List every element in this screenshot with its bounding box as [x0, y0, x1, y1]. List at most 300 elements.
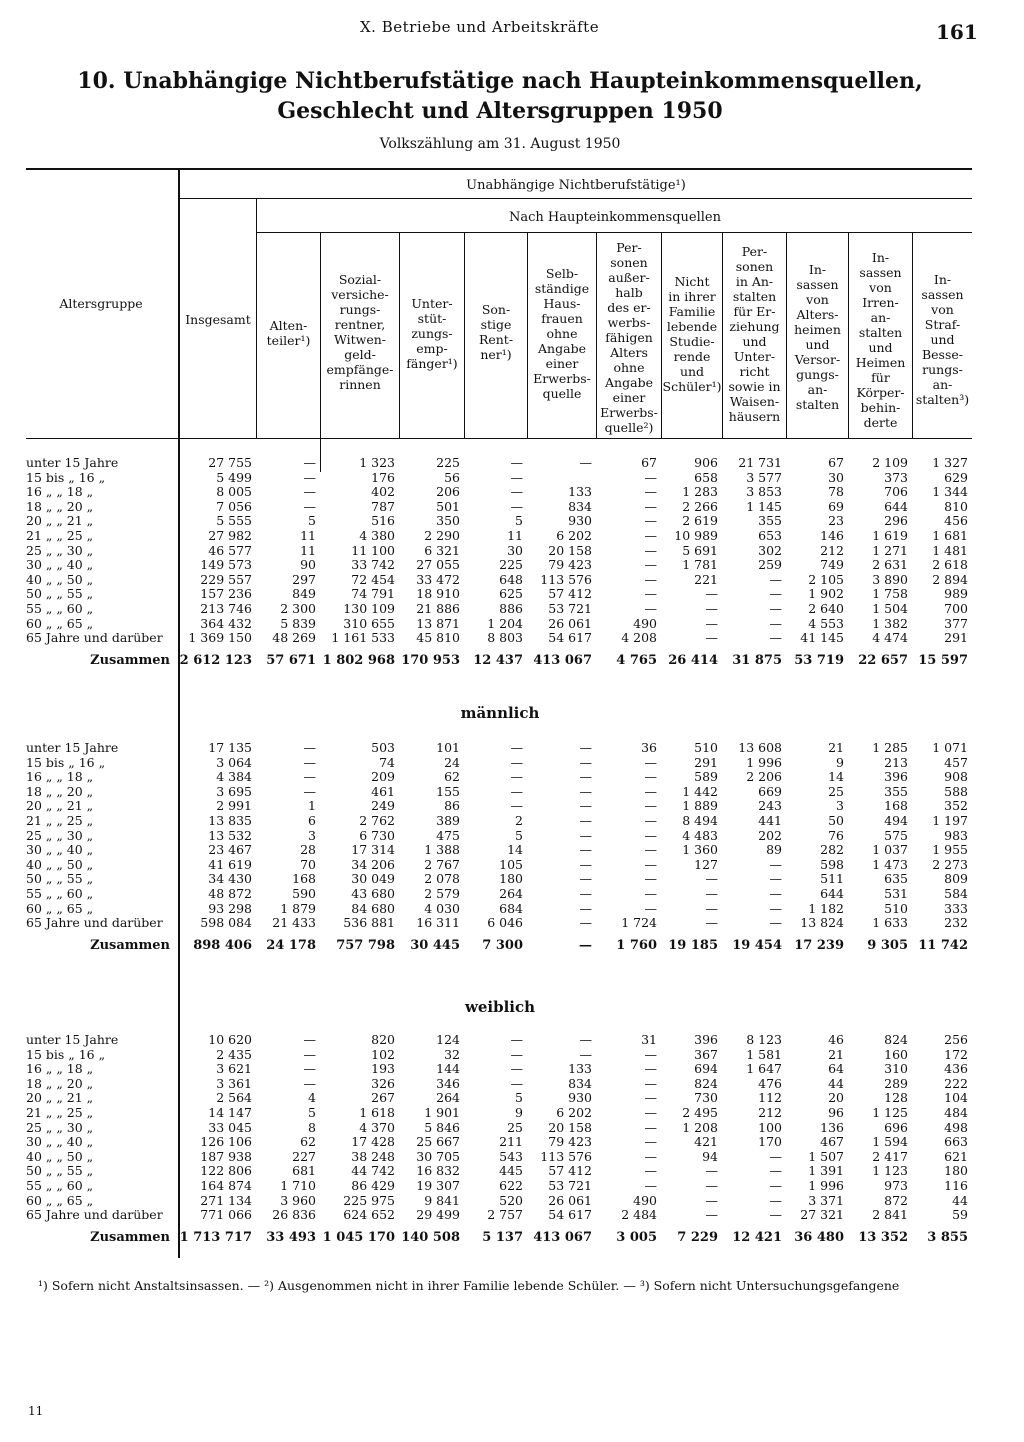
- table-cell: —: [303, 755, 316, 770]
- table-cell: 67: [828, 456, 844, 470]
- table-cell: —: [579, 741, 592, 755]
- section-label-weiblich: weiblich: [464, 998, 536, 1016]
- table-cell: 694: [694, 1062, 718, 1077]
- table-cell: 72 454: [351, 572, 395, 587]
- table-cell: —: [644, 857, 657, 872]
- table-cell: 149 573: [200, 558, 252, 573]
- table-cell: 168: [292, 872, 316, 887]
- table-cell: —: [579, 857, 592, 872]
- table-cell: 212: [758, 1105, 782, 1120]
- table-cell: 29 499: [416, 1208, 460, 1223]
- title-line-2: Geschlecht und Altersgruppen 1950: [277, 98, 723, 124]
- table-cell: 59: [952, 1208, 968, 1223]
- age-group-label: unter 15 Jahre: [26, 741, 119, 755]
- table-row: [26, 1106, 972, 1121]
- table-cell: 113 576: [540, 572, 592, 587]
- total-label: Zusammen: [90, 653, 170, 669]
- table-cell: 14 147: [208, 1105, 252, 1120]
- table-cell: 225 975: [343, 1193, 395, 1208]
- table-cell: —: [769, 1164, 782, 1179]
- table-cell: 886: [499, 601, 523, 616]
- table-cell: 10 989: [674, 528, 718, 543]
- header-studierende: Nicht in ihrer Familie lebende Studie- rende und Schüler¹): [662, 274, 722, 394]
- table-row: [26, 1179, 972, 1194]
- table-cell: 222: [944, 1076, 968, 1091]
- table-cell: 333: [944, 901, 968, 916]
- table-cell: 27 055: [416, 558, 460, 573]
- table-cell: 346: [436, 1076, 460, 1091]
- table-cell: —: [303, 456, 316, 470]
- table-cell: —: [644, 558, 657, 573]
- table-cell: 74: [379, 755, 395, 770]
- table-cell: —: [303, 1047, 316, 1062]
- table-cell: 973: [884, 1178, 908, 1193]
- table-cell: 13 608: [738, 741, 782, 755]
- table-cell: 10 620: [208, 1033, 252, 1047]
- table-cell: 23 467: [208, 843, 252, 858]
- table-cell: 249: [371, 799, 395, 814]
- table-cell: —: [303, 784, 316, 799]
- table-cell: 2 417: [872, 1149, 908, 1164]
- age-group-label: 30 „ „ 40 „: [26, 558, 94, 573]
- table-cell: —: [769, 1208, 782, 1223]
- header-personen-ausserhalb: Per- sonen außer- halb des er- werbs- fähigen Alters ohne Angabe einer Erwerbs- quelle²): [600, 240, 658, 435]
- table-cell: 983: [944, 828, 968, 843]
- table-cell: 377: [944, 616, 968, 631]
- table-cell: 19 307: [416, 1178, 460, 1193]
- table-cell: 1 710: [280, 1178, 316, 1193]
- age-group-label: 16 „ „ 18 „: [26, 770, 94, 785]
- table-cell: 229 557: [200, 572, 252, 587]
- table-cell: 3 361: [216, 1076, 252, 1091]
- table-cell: 457: [944, 755, 968, 770]
- table-cell: 1 633: [872, 916, 908, 931]
- table-cell: 100: [758, 1120, 782, 1135]
- header-irrenanstalten: In- sassen von Irren- an- stalten und Heimen für Körper- behin- derte: [855, 250, 906, 430]
- table-cell: 648: [499, 572, 523, 587]
- table-cell: 9: [515, 1105, 523, 1120]
- table-cell: 45 810: [416, 631, 460, 646]
- table-cell: 3 695: [216, 784, 252, 799]
- table-cell: —: [705, 1208, 718, 1223]
- table-cell: 93 298: [208, 901, 252, 916]
- age-group-label: 65 Jahre und darüber: [26, 916, 163, 931]
- table-cell: 11: [507, 528, 523, 543]
- table-cell: 1 204: [487, 616, 523, 631]
- table-cell: —: [705, 1193, 718, 1208]
- table-cell: —: [510, 741, 523, 755]
- header-group: Unabhängige Nichtberufstätige¹): [466, 178, 686, 193]
- table-cell: [527, 471, 596, 486]
- table-cell: —: [644, 770, 657, 785]
- table-cell: 625: [499, 587, 523, 602]
- table-row: [26, 631, 972, 646]
- table-cell: 930: [568, 514, 592, 529]
- total-cell: 413 067: [533, 653, 592, 669]
- table-cell: 658: [694, 470, 718, 485]
- table-cell: 144: [436, 1062, 460, 1077]
- table-cell: 629: [944, 470, 968, 485]
- table-cell: 644: [884, 499, 908, 514]
- header-subgroup: Nach Haupteinkommensquellen: [508, 210, 721, 225]
- table-cell: 4 030: [424, 901, 460, 916]
- table-cell: 8 123: [746, 1033, 782, 1047]
- table-cell: 112: [758, 1091, 782, 1106]
- table-cell: 684: [499, 901, 523, 916]
- table-cell: 475: [436, 828, 460, 843]
- table-cell: —: [644, 1149, 657, 1164]
- group-rule: [178, 198, 972, 199]
- table-cell: —: [579, 901, 592, 916]
- age-group-label: 55 „ „ 60 „: [26, 886, 94, 901]
- table-cell: 187 938: [200, 1149, 252, 1164]
- table-row: [26, 1048, 972, 1063]
- table-cell: 4: [308, 1091, 316, 1106]
- table-cell: 1 507: [808, 1149, 844, 1164]
- total-cell: 53 719: [794, 653, 844, 669]
- table-cell: 2 484: [621, 1208, 657, 1223]
- table-cell: —: [644, 1091, 657, 1106]
- table-cell: 2 640: [808, 601, 844, 616]
- total-row: [26, 646, 972, 670]
- table-cell: —: [579, 813, 592, 828]
- table-cell: 64: [828, 1062, 844, 1077]
- total-cell: 19 185: [668, 938, 718, 954]
- table-cell: —: [769, 901, 782, 916]
- table-row: [26, 471, 972, 486]
- table-cell: —: [579, 456, 592, 470]
- table-cell: 706: [884, 485, 908, 500]
- table-cell: 516: [371, 514, 395, 529]
- table-cell: 820: [371, 1033, 395, 1047]
- page-number: 161: [936, 20, 978, 44]
- total-cell: 11 742: [918, 938, 968, 954]
- table-cell: 168: [884, 799, 908, 814]
- total-cell: 22 657: [858, 653, 908, 669]
- table-cell: 1 323: [359, 456, 395, 470]
- table-cell: 155: [436, 784, 460, 799]
- table-cell: —: [644, 587, 657, 602]
- table-cell: 1 369 150: [188, 631, 252, 646]
- table-cell: —: [769, 857, 782, 872]
- total-cell: 26 414: [668, 653, 718, 669]
- table-cell: 730: [694, 1091, 718, 1106]
- table-cell: —: [644, 1076, 657, 1091]
- table-cell: 26 061: [548, 1193, 592, 1208]
- table-cell: —: [644, 1164, 657, 1179]
- table-cell: —: [579, 770, 592, 785]
- table-cell: 1 902: [808, 587, 844, 602]
- table-cell: —: [644, 843, 657, 858]
- table-cell: 1 724: [621, 916, 657, 931]
- table-cell: 21 886: [416, 601, 460, 616]
- table-cell: —: [510, 755, 523, 770]
- header-unterstuetzungsempfaenger: Unter- stüt- zungs- emp- fänger¹): [406, 296, 458, 371]
- table-cell: 62: [300, 1135, 316, 1150]
- table-cell: 749: [820, 558, 844, 573]
- table-cell: 24: [444, 755, 460, 770]
- table-cell: 211: [499, 1135, 523, 1150]
- table-cell: 17 314: [351, 843, 395, 858]
- table-cell: —: [579, 784, 592, 799]
- table-cell: 824: [694, 1076, 718, 1091]
- age-group-label: 40 „ „ 50 „: [26, 572, 94, 587]
- table-cell: 27 321: [800, 1208, 844, 1223]
- table-cell: 4 208: [621, 631, 657, 646]
- table-cell: 296: [884, 514, 908, 529]
- table-cell: 1 955: [932, 843, 968, 858]
- table-cell: 291: [944, 631, 968, 646]
- table-cell: 86 429: [351, 1178, 395, 1193]
- table-cell: —: [769, 587, 782, 602]
- table-cell: —: [303, 741, 316, 755]
- data-table-total: [26, 456, 972, 670]
- age-group-label: 50 „ „ 55 „: [26, 1164, 94, 1179]
- table-cell: 494: [884, 813, 908, 828]
- table-cell: 930: [568, 1091, 592, 1106]
- table-cell: 74 791: [351, 587, 395, 602]
- age-group-label: 60 „ „ 65 „: [26, 901, 94, 916]
- table-row: [26, 456, 972, 471]
- table-cell: 227: [292, 1149, 316, 1164]
- table-cell: 14: [507, 843, 523, 858]
- table-cell: 212: [820, 543, 844, 558]
- total-cell: 757 798: [336, 938, 395, 954]
- table-cell: —: [644, 485, 657, 500]
- table-cell: 5: [515, 828, 523, 843]
- table-cell: 2 618: [932, 558, 968, 573]
- table-cell: 6 202: [556, 528, 592, 543]
- age-group-label: 40 „ „ 50 „: [26, 1149, 94, 1164]
- table-cell: 221: [694, 572, 718, 587]
- table-cell: 6 730: [359, 828, 395, 843]
- table-cell: 84 680: [351, 901, 395, 916]
- table-cell: 809: [944, 872, 968, 887]
- table-cell: 33 742: [351, 558, 395, 573]
- table-cell: 2 109: [872, 456, 908, 470]
- table-cell: 44 742: [351, 1164, 395, 1179]
- table-cell: —: [510, 470, 523, 485]
- table-cell: 5 499: [216, 470, 252, 485]
- table-cell: —: [705, 601, 718, 616]
- table-cell: —: [579, 799, 592, 814]
- table-row: [26, 514, 972, 529]
- total-cell: 31 875: [732, 653, 782, 669]
- table-cell: 644: [820, 886, 844, 901]
- table-cell: 1 285: [872, 741, 908, 755]
- table-cell: 225: [499, 558, 523, 573]
- table-cell: 2 767: [424, 857, 460, 872]
- table-cell: 536 881: [343, 916, 395, 931]
- table-cell: —: [510, 1062, 523, 1077]
- table-cell: 126 106: [200, 1135, 252, 1150]
- table-cell: 11: [300, 543, 316, 558]
- table-cell: —: [579, 916, 592, 931]
- table-cell: 23: [828, 514, 844, 529]
- table-cell: —: [769, 616, 782, 631]
- total-cell: 12 421: [732, 1230, 782, 1246]
- table-cell: 4 370: [359, 1120, 395, 1135]
- table-cell: 2 894: [932, 572, 968, 587]
- table-cell: 5: [308, 1105, 316, 1120]
- table-cell: 116: [944, 1178, 968, 1193]
- table-cell: 1 442: [682, 784, 718, 799]
- table-row: [26, 902, 972, 917]
- total-cell: 413 067: [533, 1230, 592, 1246]
- header-insgesamt: Insgesamt: [185, 312, 251, 327]
- table-cell: 53 721: [548, 601, 592, 616]
- table-cell: 1 283: [682, 485, 718, 500]
- table-cell: 264: [499, 886, 523, 901]
- table-cell: 1 619: [872, 528, 908, 543]
- table-cell: 456: [944, 514, 968, 529]
- table-cell: 8: [308, 1120, 316, 1135]
- table-cell: 1 197: [932, 813, 968, 828]
- age-group-label: 40 „ „ 50 „: [26, 857, 94, 872]
- table-cell: 180: [944, 1164, 968, 1179]
- table-cell: —: [705, 886, 718, 901]
- table-cell: 170: [758, 1135, 782, 1150]
- header-bottom-rule: [26, 438, 972, 439]
- table-cell: —: [303, 485, 316, 500]
- total-cell: 57 671: [266, 653, 316, 669]
- table-cell: 14: [828, 770, 844, 785]
- table-cell: 136: [820, 1120, 844, 1135]
- age-group-label: 15 bis „ 16 „: [26, 1047, 106, 1062]
- table-cell: —: [705, 1164, 718, 1179]
- table-cell: —: [705, 616, 718, 631]
- total-cell: 2 612 123: [179, 653, 252, 669]
- table-cell: 289: [884, 1076, 908, 1091]
- table-cell: 669: [758, 784, 782, 799]
- table-cell: 54 617: [548, 631, 592, 646]
- table-cell: 2 078: [424, 872, 460, 887]
- table-cell: —: [705, 872, 718, 887]
- table-cell: 8 005: [216, 485, 252, 500]
- table-cell: 355: [884, 784, 908, 799]
- table-cell: —: [644, 901, 657, 916]
- age-group-label: 21 „ „ 25 „: [26, 1105, 94, 1120]
- table-cell: 531: [884, 886, 908, 901]
- table-cell: 32: [444, 1047, 460, 1062]
- table-cell: 76: [828, 828, 844, 843]
- table-cell: —: [644, 872, 657, 887]
- table-cell: 225: [436, 456, 460, 470]
- age-group-label: 65 Jahre und darüber: [26, 1208, 163, 1223]
- total-cell: 19 454: [732, 938, 782, 954]
- table-cell: 2 579: [424, 886, 460, 901]
- table-cell: 1 618: [359, 1105, 395, 1120]
- table-cell: —: [705, 916, 718, 931]
- table-cell: 79 423: [548, 558, 592, 573]
- header-altenteiler: Alten- teiler¹): [266, 318, 311, 348]
- total-cell: 1 802 968: [322, 653, 395, 669]
- table-cell: —: [769, 1149, 782, 1164]
- table-cell: 6 321: [424, 543, 460, 558]
- table-cell: 133: [568, 1062, 592, 1077]
- table-cell: 53 721: [548, 1178, 592, 1193]
- data-table-weiblich: [26, 1033, 972, 1247]
- table-cell: 3: [836, 799, 844, 814]
- table-cell: —: [579, 886, 592, 901]
- table-cell: 6 046: [487, 916, 523, 931]
- total-cell: 15 597: [918, 653, 968, 669]
- table-cell: —: [644, 755, 657, 770]
- table-cell: 2 762: [359, 813, 395, 828]
- table-cell: 90: [300, 558, 316, 573]
- table-cell: 11 100: [351, 543, 395, 558]
- table-cell: 4 483: [682, 828, 718, 843]
- table-row: [26, 1194, 972, 1209]
- table-cell: 264: [436, 1091, 460, 1106]
- table-cell: 172: [944, 1047, 968, 1062]
- table-cell: 696: [884, 1120, 908, 1135]
- table-cell: 30: [507, 543, 523, 558]
- header-anstalten-erziehung: Per- sonen in An- stalten für Er- ziehung und Unter- richt sowie in Waisen- häusern: [728, 244, 781, 424]
- table-cell: 5 846: [424, 1120, 460, 1135]
- table-cell: 1 182: [808, 901, 844, 916]
- table-cell: 213 746: [200, 601, 252, 616]
- table-cell: 102: [371, 1047, 395, 1062]
- table-cell: 202: [758, 828, 782, 843]
- table-cell: —: [644, 828, 657, 843]
- age-group-label: unter 15 Jahre: [26, 456, 119, 470]
- total-cell: 1 713 717: [179, 1230, 252, 1246]
- table-cell: 588: [944, 784, 968, 799]
- table-cell: —: [705, 1178, 718, 1193]
- table-cell: 396: [694, 1033, 718, 1047]
- table-cell: 3 890: [872, 572, 908, 587]
- table-cell: 635: [884, 872, 908, 887]
- table-cell: 56: [444, 470, 460, 485]
- total-cell: 36 480: [794, 1230, 844, 1246]
- table-cell: —: [579, 1033, 592, 1047]
- table-cell: 48 872: [208, 886, 252, 901]
- table-cell: 122 806: [200, 1164, 252, 1179]
- total-cell: 3 005: [616, 1230, 657, 1246]
- table-row: [26, 1135, 972, 1150]
- table-cell: —: [644, 1135, 657, 1150]
- table-cell: 70: [300, 857, 316, 872]
- table-cell: 622: [499, 1178, 523, 1193]
- table-cell: 302: [758, 543, 782, 558]
- table-cell: 598: [820, 857, 844, 872]
- table-cell: 589: [694, 770, 718, 785]
- table-cell: 5 691: [682, 543, 718, 558]
- table-cell: 1 360: [682, 843, 718, 858]
- table-cell: 2 757: [487, 1208, 523, 1223]
- table-cell: —: [769, 916, 782, 931]
- table-row: [26, 485, 972, 500]
- table-cell: 1 125: [872, 1105, 908, 1120]
- table-cell: —: [510, 770, 523, 785]
- age-group-label: 15 bis „ 16 „: [26, 470, 106, 485]
- table-cell: 9 841: [424, 1193, 460, 1208]
- table-cell: 511: [820, 872, 844, 887]
- table-cell: 1 161 533: [331, 631, 395, 646]
- table-cell: 1 581: [746, 1047, 782, 1062]
- age-group-label: 65 Jahre und darüber: [26, 631, 163, 646]
- table-cell: —: [644, 601, 657, 616]
- table-cell: 13 532: [208, 828, 252, 843]
- table-cell: —: [644, 514, 657, 529]
- table-cell: 2 290: [424, 528, 460, 543]
- table-cell: 834: [568, 499, 592, 514]
- table-cell: 1 647: [746, 1062, 782, 1077]
- table-cell: 849: [292, 587, 316, 602]
- table-cell: 2 495: [682, 1105, 718, 1120]
- table-row: [26, 1091, 972, 1106]
